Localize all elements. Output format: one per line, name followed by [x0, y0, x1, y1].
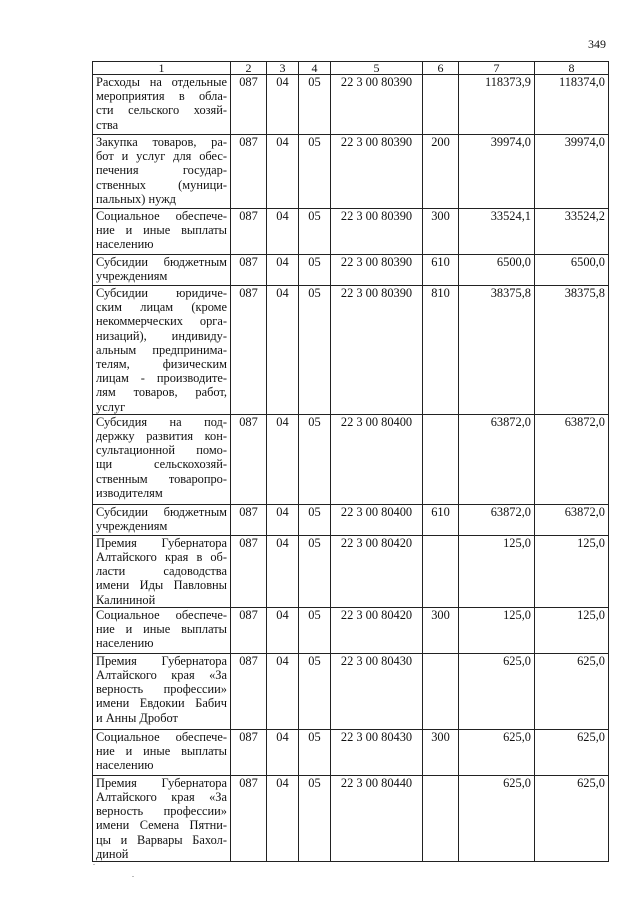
- admin-code-cell: 087: [231, 607, 267, 653]
- scan-speck: [132, 876, 134, 877]
- section-code-cell: 04: [267, 75, 299, 135]
- expense-type-cell: [423, 653, 459, 729]
- admin-code-cell: 087: [231, 255, 267, 286]
- row-name-line: ственных (муници-: [96, 177, 227, 192]
- row-name-line: имени Евдокии Бабич: [96, 696, 227, 711]
- row-name-line: Алтайского края «За: [96, 790, 227, 805]
- row-name-line: услуг: [96, 399, 126, 414]
- column-header: 7: [459, 62, 535, 75]
- expense-type-cell: [423, 775, 459, 861]
- table-row: [93, 286, 609, 415]
- table-row: [93, 255, 609, 286]
- target-article-cell: 22 3 00 80400: [331, 504, 423, 535]
- expense-type-cell: 610: [423, 255, 459, 286]
- admin-code-cell: 087: [231, 729, 267, 775]
- row-name-line: учреждениям: [96, 269, 168, 284]
- row-name-line: телям, физическим: [96, 357, 227, 372]
- row-name-line: держку развития кон-: [96, 429, 227, 444]
- amount-year2-cell: 63872,0: [535, 504, 609, 535]
- row-name-line: щи сельскохозяй-: [96, 457, 227, 472]
- row-name-line: бот и услуг для обес-: [96, 149, 227, 164]
- amount-year1-cell: 118373,9: [459, 75, 535, 135]
- row-name-line: населению: [96, 237, 154, 252]
- row-name-line: ние и иные выплаты: [96, 622, 227, 637]
- row-name-line: Калининой: [96, 592, 156, 607]
- table-row: [93, 135, 609, 209]
- row-name-cell: [93, 209, 231, 255]
- budget-table: [92, 61, 609, 862]
- row-name-line: лицам - производите-: [96, 371, 227, 386]
- row-name-line: Алтайского края в об-: [96, 550, 227, 565]
- expense-type-cell: 610: [423, 504, 459, 535]
- row-name-line: лям товаров, работ,: [96, 385, 227, 400]
- row-name-cell: [93, 775, 231, 861]
- amount-year2-cell: 38375,8: [535, 286, 609, 415]
- amount-year2-cell: 625,0: [535, 775, 609, 861]
- row-name-line: ние и иные выплаты: [96, 223, 227, 238]
- row-name-line: учреждениям: [96, 519, 168, 534]
- amount-year2-cell: 39974,0: [535, 135, 609, 209]
- amount-year1-cell: 125,0: [459, 535, 535, 607]
- row-name-line: Субсидии юридиче-: [96, 286, 227, 300]
- table-row: [93, 504, 609, 535]
- table-row: [93, 653, 609, 729]
- row-name-line: печения государ-: [96, 163, 227, 178]
- target-article-cell: 22 3 00 80420: [331, 535, 423, 607]
- amount-year1-cell: 625,0: [459, 775, 535, 861]
- target-article-cell: 22 3 00 80430: [331, 653, 423, 729]
- column-number-row: [93, 62, 609, 75]
- row-name-line: Премия Губернатора: [96, 535, 227, 550]
- amount-year1-cell: 625,0: [459, 729, 535, 775]
- section-code-cell: 04: [267, 729, 299, 775]
- row-name-line: цы и Варвары Бахол-: [96, 832, 227, 847]
- subsection-code-cell: 05: [299, 607, 331, 653]
- expense-type-cell: [423, 535, 459, 607]
- section-code-cell: 04: [267, 209, 299, 255]
- target-article-cell: 22 3 00 80390: [331, 135, 423, 209]
- admin-code-cell: 087: [231, 535, 267, 607]
- admin-code-cell: 087: [231, 775, 267, 861]
- amount-year1-cell: 625,0: [459, 653, 535, 729]
- row-name-line: Социальное обеспече-: [96, 209, 227, 223]
- subsection-code-cell: 05: [299, 255, 331, 286]
- section-code-cell: 04: [267, 775, 299, 861]
- row-name-line: Социальное обеспече-: [96, 729, 227, 744]
- subsection-code-cell: 05: [299, 775, 331, 861]
- amount-year1-cell: 39974,0: [459, 135, 535, 209]
- row-name-cell: [93, 607, 231, 653]
- table-row: [93, 535, 609, 607]
- row-name-cell: [93, 135, 231, 209]
- row-name-cell: [93, 75, 231, 135]
- section-code-cell: 04: [267, 414, 299, 504]
- row-name-line: Премия Губернатора: [96, 653, 227, 668]
- admin-code-cell: 087: [231, 653, 267, 729]
- section-code-cell: 04: [267, 607, 299, 653]
- row-name-line: сультационной помо-: [96, 443, 227, 458]
- subsection-code-cell: 05: [299, 535, 331, 607]
- row-name-cell: [93, 535, 231, 607]
- row-name-line: Алтайского края «За: [96, 668, 227, 683]
- row-name-cell: [93, 653, 231, 729]
- row-name-line: населению: [96, 758, 154, 773]
- row-name-line: ласти садоводства: [96, 564, 227, 579]
- amount-year2-cell: 63872,0: [535, 414, 609, 504]
- row-name-line: Премия Губернатора: [96, 775, 227, 790]
- row-name-line: ским лицам (кроме: [96, 300, 227, 315]
- column-header: 8: [535, 62, 609, 75]
- amount-year1-cell: 6500,0: [459, 255, 535, 286]
- admin-code-cell: 087: [231, 504, 267, 535]
- table-row: [93, 414, 609, 504]
- table-row: [93, 775, 609, 861]
- table-row: [93, 209, 609, 255]
- target-article-cell: 22 3 00 80390: [331, 75, 423, 135]
- subsection-code-cell: 05: [299, 209, 331, 255]
- column-header: 3: [267, 62, 299, 75]
- row-name-line: Субсидии бюджетным: [96, 255, 227, 269]
- row-name-line: пальных) нужд: [96, 191, 176, 206]
- column-header: 1: [93, 62, 231, 75]
- column-header: 6: [423, 62, 459, 75]
- amount-year2-cell: 6500,0: [535, 255, 609, 286]
- section-code-cell: 04: [267, 255, 299, 286]
- expense-type-cell: 300: [423, 607, 459, 653]
- row-name-line: верность профессии»: [96, 804, 227, 819]
- amount-year1-cell: 38375,8: [459, 286, 535, 415]
- column-header: 5: [331, 62, 423, 75]
- admin-code-cell: 087: [231, 414, 267, 504]
- row-name-line: изводителям: [96, 485, 163, 500]
- row-name-line: диной: [96, 846, 129, 861]
- table-row: [93, 729, 609, 775]
- row-name-cell: [93, 255, 231, 286]
- row-name-line: альным предпринима-: [96, 342, 227, 357]
- row-name-cell: [93, 729, 231, 775]
- amount-year1-cell: 63872,0: [459, 414, 535, 504]
- row-name-cell: [93, 286, 231, 415]
- amount-year2-cell: 625,0: [535, 729, 609, 775]
- row-name-line: низаций), индивиду-: [96, 328, 227, 343]
- target-article-cell: 22 3 00 80390: [331, 286, 423, 415]
- target-article-cell: 22 3 00 80420: [331, 607, 423, 653]
- section-code-cell: 04: [267, 286, 299, 415]
- subsection-code-cell: 05: [299, 414, 331, 504]
- page-number: 349: [588, 37, 606, 51]
- row-name-line: верность профессии»: [96, 682, 227, 697]
- row-name-line: сти сельского хозяй-: [96, 103, 227, 118]
- row-name-line: и Анны Дробот: [96, 710, 178, 725]
- subsection-code-cell: 05: [299, 504, 331, 535]
- subsection-code-cell: 05: [299, 729, 331, 775]
- column-header: 4: [299, 62, 331, 75]
- row-name-line: некоммерческих орга-: [96, 314, 227, 329]
- amount-year2-cell: 125,0: [535, 535, 609, 607]
- target-article-cell: 22 3 00 80390: [331, 209, 423, 255]
- expense-type-cell: 300: [423, 729, 459, 775]
- admin-code-cell: 087: [231, 75, 267, 135]
- expense-type-cell: 200: [423, 135, 459, 209]
- subsection-code-cell: 05: [299, 286, 331, 415]
- table-row: [93, 607, 609, 653]
- table-row: [93, 75, 609, 135]
- row-name-line: ние и иные выплаты: [96, 744, 227, 759]
- row-name-line: мероприятия в обла-: [96, 89, 227, 104]
- row-name-line: населению: [96, 636, 154, 651]
- row-name-line: Субсидии бюджетным: [96, 504, 227, 519]
- row-name-line: ственным товаропро-: [96, 471, 227, 486]
- section-code-cell: 04: [267, 135, 299, 209]
- section-code-cell: 04: [267, 504, 299, 535]
- row-name-line: Закупка товаров, ра-: [96, 135, 227, 149]
- row-name-cell: [93, 504, 231, 535]
- scan-speck: [93, 864, 95, 865]
- row-name-line: имени Семена Пятни-: [96, 818, 227, 833]
- subsection-code-cell: 05: [299, 135, 331, 209]
- expense-type-cell: [423, 414, 459, 504]
- expense-type-cell: [423, 75, 459, 135]
- row-name-line: Расходы на отдельные: [96, 75, 227, 89]
- amount-year2-cell: 33524,2: [535, 209, 609, 255]
- admin-code-cell: 087: [231, 135, 267, 209]
- row-name-line: Социальное обеспече-: [96, 607, 227, 622]
- admin-code-cell: 087: [231, 286, 267, 415]
- amount-year1-cell: 33524,1: [459, 209, 535, 255]
- column-header: 2: [231, 62, 267, 75]
- row-name-line: ства: [96, 117, 119, 132]
- amount-year1-cell: 63872,0: [459, 504, 535, 535]
- row-name-line: Субсидия на под-: [96, 414, 227, 429]
- section-code-cell: 04: [267, 535, 299, 607]
- row-name-line: имени Иды Павловны: [96, 578, 227, 593]
- subsection-code-cell: 05: [299, 75, 331, 135]
- target-article-cell: 22 3 00 80430: [331, 729, 423, 775]
- admin-code-cell: 087: [231, 209, 267, 255]
- amount-year1-cell: 125,0: [459, 607, 535, 653]
- target-article-cell: 22 3 00 80440: [331, 775, 423, 861]
- target-article-cell: 22 3 00 80390: [331, 255, 423, 286]
- section-code-cell: 04: [267, 653, 299, 729]
- subsection-code-cell: 05: [299, 653, 331, 729]
- amount-year2-cell: 118374,0: [535, 75, 609, 135]
- amount-year2-cell: 125,0: [535, 607, 609, 653]
- expense-type-cell: 300: [423, 209, 459, 255]
- target-article-cell: 22 3 00 80400: [331, 414, 423, 504]
- amount-year2-cell: 625,0: [535, 653, 609, 729]
- expense-type-cell: 810: [423, 286, 459, 415]
- row-name-cell: [93, 414, 231, 504]
